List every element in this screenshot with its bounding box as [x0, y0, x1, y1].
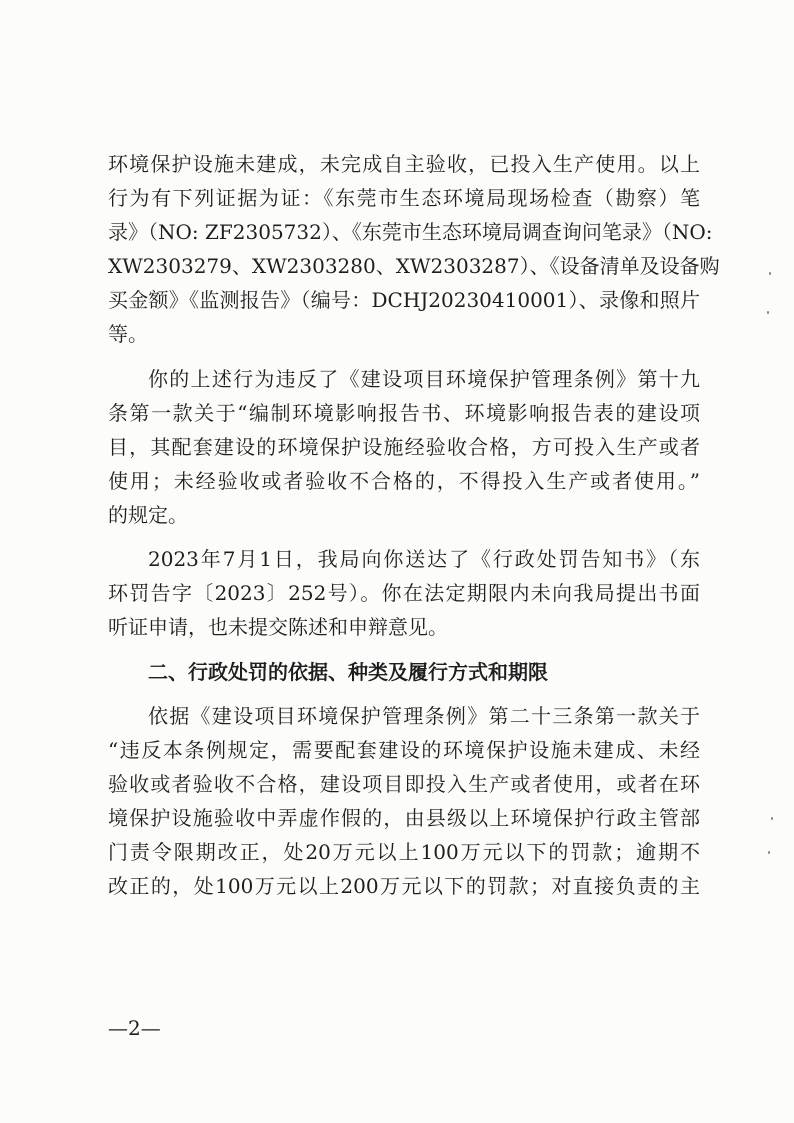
text-line: 环境保护设施未建成，未完成自主验收，已投入生产使用。以上 — [108, 152, 700, 176]
text-line: 你的上述行为违反了《建设项目环境保护管理条例》第十九 — [148, 366, 700, 391]
section-heading: 二、行政处罚的依据、种类及履行方式和期限 — [148, 659, 548, 684]
text-line: 验收或者验收不合格，建设项目即投入生产或者使用，或者在环 — [108, 772, 700, 796]
text-line: 目，其配套建设的环境保护设施经验收合格，方可投入生产或者 — [108, 434, 700, 459]
text-line: 境保护设施验收中弄虚作假的，由县级以上环境保护行政主管部 — [108, 806, 700, 830]
text-line: 条第一款关于“编制环境影响报告书、环境影响报告表的建设项 — [108, 400, 700, 425]
text-line: 2023年7月1日，我局向你送达了《行政处罚告知书》（东 — [148, 547, 700, 571]
document-body — [108, 147, 720, 903]
text-line: 使用；未经验收或者验收不合格的，不得投入生产或者使用。” — [108, 468, 700, 493]
text-line: 依据《建设项目环境保护管理条例》第二十三条第一款关于 — [148, 704, 700, 728]
text-line: 的规定。 — [108, 502, 188, 527]
text-line: 环罚告字〔2023〕252号）。你在法定期限内未向我局提出书面 — [108, 581, 700, 605]
text-line: 等。 — [108, 322, 148, 346]
text-line: “违反本条例规定，需要配套建设的环境保护设施未建成、未经 — [108, 738, 700, 762]
scan-speck — [769, 272, 771, 275]
text-line: 门责令限期改正，处20万元以上100万元以下的罚款；逾期不 — [108, 840, 700, 864]
scan-speck — [771, 817, 773, 820]
text-line: 买金额》《监测报告》（编号：DCHJ20230410001）、录像和照片 — [108, 288, 700, 312]
text-line: 录》（NO: ZF2305732）、《东莞市生态环境局调查询问笔录》（NO: — [108, 220, 713, 244]
text-line: 改正的，处100万元以上200万元以下的罚款；对直接负责的主 — [108, 874, 700, 898]
text-line: XW2303279、XW2303280、XW2303287）、《设备清单及设备购 — [108, 254, 720, 278]
scan-speck — [767, 311, 769, 314]
text-line: 听证申请，也未提交陈述和申辩意见。 — [108, 615, 448, 639]
text-line: 行为有下列证据为证：《东莞市生态环境局现场检查（勘察）笔 — [108, 186, 700, 210]
page-number: —2— — [108, 1016, 161, 1040]
scan-speck — [768, 851, 770, 854]
